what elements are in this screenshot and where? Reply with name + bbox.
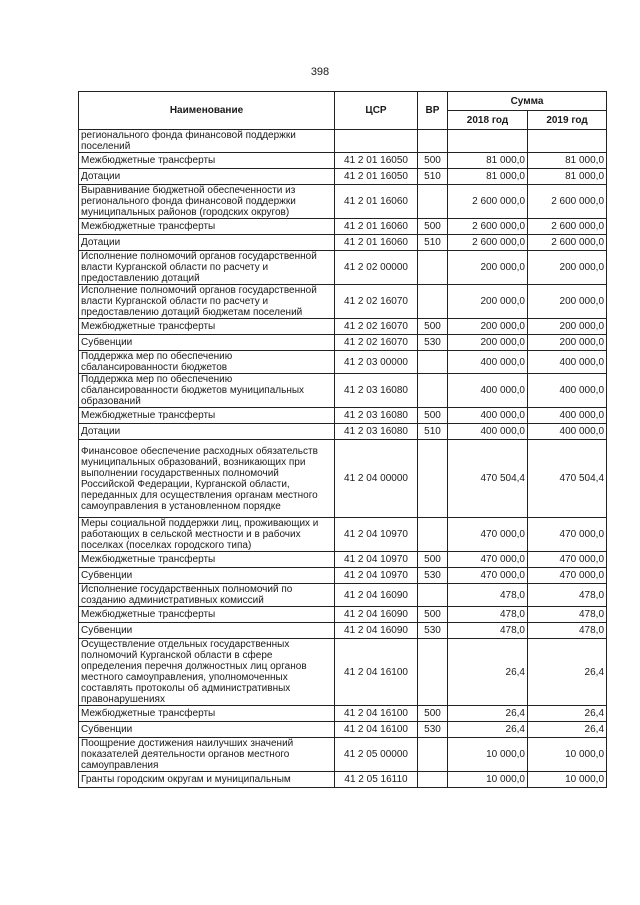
row-vr-cell — [418, 584, 448, 607]
row-name-cell: Поддержка мер по обеспечению сбалансированности бюджетов муниципальных образований — [79, 374, 335, 408]
row-sum-2019-cell: 470 000,0 — [528, 518, 607, 552]
table-row — [79, 424, 607, 440]
table-row — [79, 251, 607, 285]
row-vr-cell — [418, 130, 448, 153]
row-vr-cell: 500 — [418, 408, 448, 424]
row-sum-2019-cell: 478,0 — [528, 623, 607, 639]
row-csr-cell: 41 2 01 16050 — [335, 153, 418, 169]
row-sum-2018-cell: 478,0 — [448, 607, 528, 623]
row-sum-2018-cell: 2 600 000,0 — [448, 235, 528, 251]
row-csr-cell: 41 2 01 16060 — [335, 235, 418, 251]
table-row — [79, 584, 607, 607]
row-vr-cell — [418, 518, 448, 552]
row-name-cell: Субвенции — [79, 623, 335, 639]
row-sum-2018-cell: 200 000,0 — [448, 285, 528, 319]
row-sum-2018-cell: 400 000,0 — [448, 351, 528, 374]
row-sum-2018-cell — [448, 130, 528, 153]
row-csr-cell: 41 2 04 00000 — [335, 440, 418, 518]
row-name-cell: Межбюджетные трансферты — [79, 607, 335, 623]
row-name-cell: Межбюджетные трансферты — [79, 706, 335, 722]
row-csr-cell: 41 2 03 16080 — [335, 408, 418, 424]
row-sum-2019-cell: 81 000,0 — [528, 153, 607, 169]
row-sum-2018-cell: 2 600 000,0 — [448, 219, 528, 235]
row-name-cell: Межбюджетные трансферты — [79, 552, 335, 568]
row-sum-2018-cell: 470 000,0 — [448, 518, 528, 552]
row-sum-2019-cell: 470 000,0 — [528, 568, 607, 584]
row-sum-2019-cell: 81 000,0 — [528, 169, 607, 185]
table-row — [79, 408, 607, 424]
row-sum-2019-cell: 26,4 — [528, 722, 607, 738]
row-sum-2018-cell: 478,0 — [448, 584, 528, 607]
row-name-cell: Межбюджетные трансферты — [79, 219, 335, 235]
table-row — [79, 568, 607, 584]
row-sum-2018-cell: 478,0 — [448, 623, 528, 639]
row-csr-cell: 41 2 04 16100 — [335, 706, 418, 722]
table-row — [79, 518, 607, 552]
row-csr-cell: 41 2 04 10970 — [335, 518, 418, 552]
row-vr-cell: 500 — [418, 607, 448, 623]
row-csr-cell: 41 2 03 16080 — [335, 424, 418, 440]
row-sum-2018-cell: 10 000,0 — [448, 772, 528, 788]
row-sum-2018-cell: 400 000,0 — [448, 408, 528, 424]
row-vr-cell: 510 — [418, 424, 448, 440]
row-csr-cell: 41 2 03 00000 — [335, 351, 418, 374]
row-sum-2019-cell: 400 000,0 — [528, 351, 607, 374]
row-vr-cell: 510 — [418, 169, 448, 185]
row-vr-cell: 500 — [418, 552, 448, 568]
row-vr-cell: 500 — [418, 706, 448, 722]
row-name-cell: Субвенции — [79, 722, 335, 738]
table-row — [79, 623, 607, 639]
row-sum-2018-cell: 400 000,0 — [448, 424, 528, 440]
row-sum-2018-cell: 81 000,0 — [448, 153, 528, 169]
row-sum-2018-cell: 81 000,0 — [448, 169, 528, 185]
row-sum-2018-cell: 470 504,4 — [448, 440, 528, 518]
table-row — [79, 219, 607, 235]
row-csr-cell: 41 2 02 16070 — [335, 335, 418, 351]
row-vr-cell — [418, 639, 448, 706]
row-sum-2018-cell: 2 600 000,0 — [448, 185, 528, 219]
row-csr-cell: 41 2 04 16090 — [335, 623, 418, 639]
row-sum-2019-cell: 478,0 — [528, 584, 607, 607]
row-name-cell: Гранты городским округам и муниципальным — [79, 772, 335, 788]
table-row — [79, 285, 607, 319]
row-vr-cell: 500 — [418, 153, 448, 169]
header-year-2018: 2018 год — [448, 111, 528, 130]
row-sum-2019-cell: 10 000,0 — [528, 772, 607, 788]
row-name-cell: Поощрение достижения наилучших значений показателей деятельности органов местного самоуправления — [79, 738, 335, 772]
row-csr-cell: 41 2 01 16050 — [335, 169, 418, 185]
row-sum-2018-cell: 200 000,0 — [448, 335, 528, 351]
row-csr-cell — [335, 130, 418, 153]
row-sum-2019-cell: 2 600 000,0 — [528, 219, 607, 235]
table-row — [79, 440, 607, 518]
row-vr-cell: 500 — [418, 319, 448, 335]
table-row — [79, 706, 607, 722]
row-name-cell: Дотации — [79, 235, 335, 251]
header-name: Наименование — [79, 92, 335, 130]
row-vr-cell — [418, 285, 448, 319]
row-name-cell: Межбюджетные трансферты — [79, 319, 335, 335]
row-vr-cell — [418, 374, 448, 408]
page-number: 398 — [310, 66, 330, 78]
row-vr-cell: 510 — [418, 235, 448, 251]
table-row — [79, 639, 607, 706]
row-csr-cell: 41 2 04 10970 — [335, 568, 418, 584]
table-row — [79, 722, 607, 738]
table-row — [79, 607, 607, 623]
row-vr-cell — [418, 440, 448, 518]
row-sum-2018-cell: 470 000,0 — [448, 568, 528, 584]
row-csr-cell: 41 2 02 00000 — [335, 251, 418, 285]
row-vr-cell — [418, 351, 448, 374]
row-vr-cell: 530 — [418, 335, 448, 351]
row-sum-2019-cell: 10 000,0 — [528, 738, 607, 772]
row-sum-2019-cell: 26,4 — [528, 639, 607, 706]
row-name-cell: регионального фонда финансовой поддержки поселений — [79, 130, 335, 153]
row-vr-cell — [418, 185, 448, 219]
table-row — [79, 772, 607, 788]
row-csr-cell: 41 2 04 16090 — [335, 607, 418, 623]
row-sum-2019-cell: 470 504,4 — [528, 440, 607, 518]
row-sum-2018-cell: 200 000,0 — [448, 319, 528, 335]
row-sum-2019-cell: 478,0 — [528, 607, 607, 623]
row-csr-cell: 41 2 04 16090 — [335, 584, 418, 607]
row-vr-cell — [418, 738, 448, 772]
table-body — [79, 130, 607, 788]
row-sum-2019-cell: 470 000,0 — [528, 552, 607, 568]
row-name-cell: Исполнение полномочий органов государственной власти Курганской области по расчету и предоставлению дотаций — [79, 251, 335, 285]
table-row — [79, 738, 607, 772]
row-name-cell: Дотации — [79, 424, 335, 440]
row-vr-cell: 530 — [418, 722, 448, 738]
row-name-cell: Субвенции — [79, 568, 335, 584]
header-csr: ЦСР — [335, 92, 418, 130]
row-csr-cell: 41 2 04 10970 — [335, 552, 418, 568]
row-csr-cell: 41 2 05 00000 — [335, 738, 418, 772]
row-sum-2019-cell: 2 600 000,0 — [528, 185, 607, 219]
row-csr-cell: 41 2 02 16070 — [335, 285, 418, 319]
row-name-cell: Межбюджетные трансферты — [79, 153, 335, 169]
row-sum-2019-cell: 400 000,0 — [528, 374, 607, 408]
row-csr-cell: 41 2 01 16060 — [335, 219, 418, 235]
row-csr-cell: 41 2 02 16070 — [335, 319, 418, 335]
row-name-cell: Финансовое обеспечение расходных обязательств муниципальных образований, возникающих при выполнении государственных полномочий Российской Федерации, Курганской области, переданных для осуществления органам местного самоуправления в установленном порядке — [79, 440, 335, 518]
row-sum-2019-cell: 200 000,0 — [528, 251, 607, 285]
header-vr: ВР — [418, 92, 448, 130]
row-sum-2018-cell: 10 000,0 — [448, 738, 528, 772]
row-name-cell: Субвенции — [79, 335, 335, 351]
row-csr-cell: 41 2 05 16110 — [335, 772, 418, 788]
header-sum: Сумма — [448, 92, 607, 111]
row-vr-cell: 530 — [418, 568, 448, 584]
row-vr-cell — [418, 251, 448, 285]
row-name-cell: Исполнение государственных полномочий по созданию административных комиссий — [79, 584, 335, 607]
row-name-cell: Поддержка мер по обеспечению сбалансированности бюджетов — [79, 351, 335, 374]
row-sum-2019-cell: 400 000,0 — [528, 408, 607, 424]
row-name-cell: Дотации — [79, 169, 335, 185]
row-sum-2018-cell: 26,4 — [448, 639, 528, 706]
table-row — [79, 552, 607, 568]
row-sum-2019-cell: 26,4 — [528, 706, 607, 722]
row-sum-2019-cell — [528, 130, 607, 153]
table-row — [79, 130, 607, 153]
table-row — [79, 169, 607, 185]
header-year-2019: 2019 год — [528, 111, 607, 130]
row-sum-2019-cell: 400 000,0 — [528, 424, 607, 440]
table-row — [79, 374, 607, 408]
row-csr-cell: 41 2 03 16080 — [335, 374, 418, 408]
row-vr-cell — [418, 772, 448, 788]
row-csr-cell: 41 2 04 16100 — [335, 639, 418, 706]
row-sum-2018-cell: 200 000,0 — [448, 251, 528, 285]
row-name-cell: Исполнение полномочий органов государственной власти Курганской области по расчету и предоставлению дотаций бюджетам поселений — [79, 285, 335, 319]
row-sum-2018-cell: 26,4 — [448, 722, 528, 738]
table-row — [79, 153, 607, 169]
row-sum-2019-cell: 2 600 000,0 — [528, 235, 607, 251]
row-csr-cell: 41 2 01 16060 — [335, 185, 418, 219]
row-name-cell: Межбюджетные трансферты — [79, 408, 335, 424]
table-row — [79, 351, 607, 374]
table-row — [79, 185, 607, 219]
table-row — [79, 319, 607, 335]
row-name-cell: Выравнивание бюджетной обеспеченности из регионального фонда финансовой поддержки муниципальных районов (городских округов) — [79, 185, 335, 219]
table-row — [79, 235, 607, 251]
row-sum-2018-cell: 400 000,0 — [448, 374, 528, 408]
row-csr-cell: 41 2 04 16100 — [335, 722, 418, 738]
row-name-cell: Меры социальной поддержки лиц, проживающих и работающих в сельской местности и в рабочих поселках (поселках городского типа) — [79, 518, 335, 552]
row-sum-2019-cell: 200 000,0 — [528, 335, 607, 351]
row-sum-2018-cell: 26,4 — [448, 706, 528, 722]
row-sum-2019-cell: 200 000,0 — [528, 319, 607, 335]
row-name-cell: Осуществление отдельных государственных полномочий Курганской области в сфере определения перечня должностных лиц органов местного самоуправления, уполномоченных составлять протоколы об административных правонарушениях — [79, 639, 335, 706]
row-sum-2018-cell: 470 000,0 — [448, 552, 528, 568]
row-vr-cell: 530 — [418, 623, 448, 639]
row-sum-2019-cell: 200 000,0 — [528, 285, 607, 319]
budget-table — [78, 91, 607, 788]
table-row — [79, 335, 607, 351]
row-vr-cell: 500 — [418, 219, 448, 235]
